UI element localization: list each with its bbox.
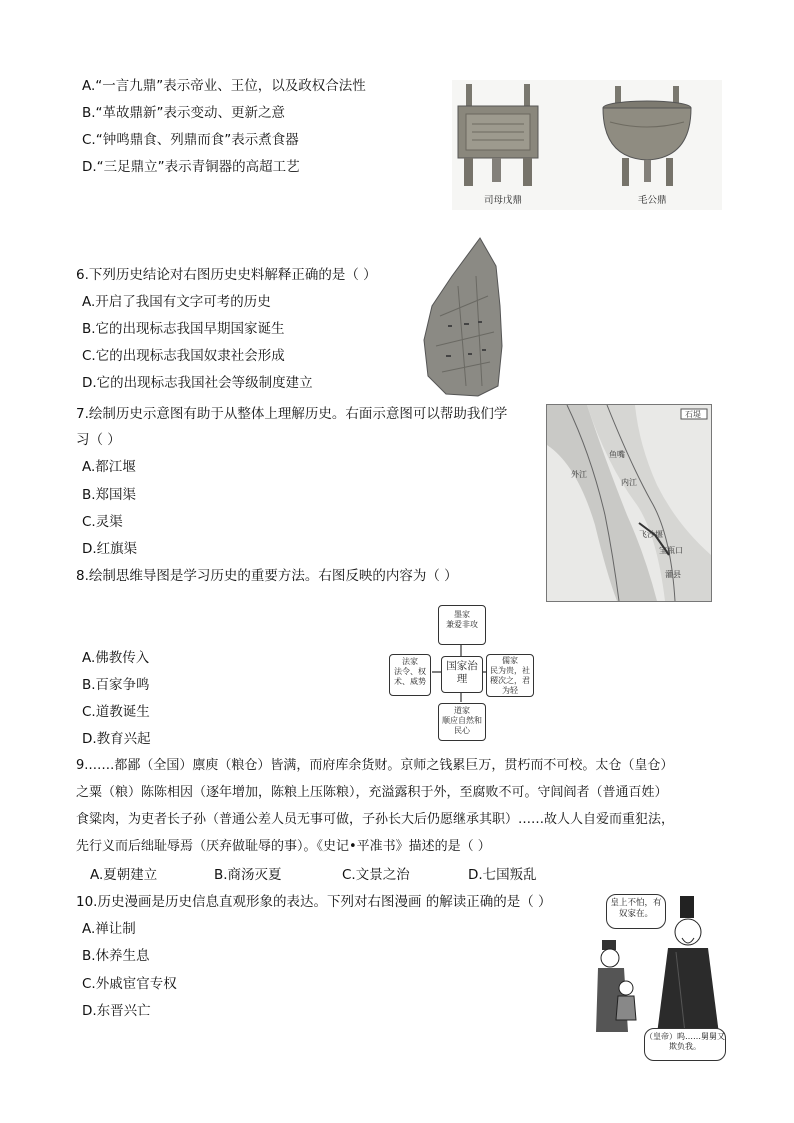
q9-line3: 食粱肉，为吏者长子孙（普通公差人员无事可做，子孙长大后仍愿继承其职）……故人人自爱而重犯法， <box>76 812 675 827</box>
q9-option-c: C.文景之治 <box>342 867 410 883</box>
q5-ding-figure <box>452 80 722 210</box>
q5-option-b: B.“革故鼎新”表示变动、更新之意 <box>82 105 286 121</box>
daoist-box <box>438 703 486 741</box>
q6-option-b: B.它的出现标志我国早期国家诞生 <box>82 321 285 337</box>
q6-option-d: D.它的出现标志我国社会等级制度建立 <box>82 375 313 391</box>
q7-option-a: A.都江堰 <box>82 459 136 475</box>
dujiangyan-map <box>546 404 712 602</box>
q9-line1: 9.……都鄙（全国）廪庾（粮仓）皆满，而府库余货财。京师之钱累巨万，贯朽而不可校。太仓（皇仓） <box>76 758 674 773</box>
q7-option-c: C.灵渠 <box>82 514 123 530</box>
map-fish-mouth-label: 鱼嘴 <box>609 450 625 459</box>
legalist-text: 法令、权术、威势 <box>394 667 426 686</box>
cartoon-bubble-bottom: （皇帝）呜……舅舅又欺负我。 <box>644 1028 726 1061</box>
q7-option-d: D.红旗渠 <box>82 541 138 557</box>
q10-option-a: A.禅让制 <box>82 921 136 937</box>
confucian-title: 儒家 <box>502 656 518 665</box>
national-governance-center: 国家治理 <box>441 656 483 693</box>
legalist-title: 法家 <box>402 657 418 666</box>
q9-line4: 先行义而后绌耻辱焉（厌弃做耻辱的事）。《史记•平准书》描述的是（ ） <box>76 839 491 854</box>
q8-option-a: A.佛教传入 <box>82 650 150 666</box>
daoist-title: 道家 <box>454 706 470 715</box>
legalist-box <box>389 654 431 696</box>
q9-option-d: D.七国叛乱 <box>468 867 537 883</box>
q6-stem: 6.下列历史结论对右图历史史料解释正确的是（ ） <box>76 267 377 283</box>
daoist-text: 顺应自然和民心 <box>442 716 482 735</box>
q10-stem: 10.历史漫画是历史信息直观形象的表达。下列对右图漫画 的解读正确的是（ ） <box>76 894 552 910</box>
cartoon-bubble-top: 皇上不怕，有奴家在。 <box>606 894 666 929</box>
map-feisha-label: 飞沙堰 <box>639 530 663 539</box>
cartoon-image <box>596 892 728 1060</box>
map-legend-label: 石堤 <box>685 410 701 419</box>
q8-option-b: B.百家争鸣 <box>82 677 150 693</box>
mohist-text: 兼爱非攻 <box>446 620 478 629</box>
q5-option-c: C.“钟鸣鼎食、列鼎而食”表示煮食器 <box>82 132 299 148</box>
q7-option-b: B.郑国渠 <box>82 487 137 503</box>
q6-option-a: A.开启了我国有文字可考的历史 <box>82 294 271 310</box>
q10-option-d: D.东晋兴亡 <box>82 1003 151 1019</box>
q5-option-a: A.“一言九鼎”表示帝业、王位，以及政权合法性 <box>82 78 366 94</box>
q5-caption-simuwu: 司母戊鼎 <box>484 195 523 206</box>
oracle-bone-image <box>418 236 518 398</box>
q7-stem-line2: 习（ ） <box>76 432 121 448</box>
mohist-title: 墨家 <box>454 610 470 619</box>
q8-stem: 8.绘制思维导图是学习历史的重要方法。右图反映的内容为（ ） <box>76 568 458 584</box>
q10-option-c: C.外戚宦官专权 <box>82 976 177 992</box>
river-map-drawing <box>547 405 711 601</box>
q7-stem-line1: 7.绘制历史示意图有助于从整体上理解历史。右面示意图可以帮助我们学 <box>76 406 508 422</box>
confucian-text: 民为贵，社稷次之，君为轻 <box>490 666 530 695</box>
q8-option-c: C.道教诞生 <box>82 704 150 720</box>
confucian-box <box>486 654 534 697</box>
q9-line2: 之粟（粮）陈陈相因（逐年增加，陈粮上压陈粮），充溢露积于外，至腐败不可。守闾阎者（普通百姓） <box>76 785 668 800</box>
q10-option-b: B.休养生息 <box>82 948 150 964</box>
q8-option-d: D.教育兴起 <box>82 731 151 747</box>
map-outer-river-label: 外江 <box>571 470 587 479</box>
q9-option-a: A.夏朝建立 <box>90 867 158 883</box>
q6-option-c: C.它的出现标志我国奴隶社会形成 <box>82 348 285 364</box>
map-city-label: 灌县 <box>665 570 681 579</box>
map-baoping-label: 宝瓶口 <box>659 546 683 555</box>
q5-option-d: D.“三足鼎立”表示青铜器的高超工艺 <box>82 159 300 175</box>
ding-vessels-image <box>452 80 722 210</box>
schools-mind-map <box>386 602 536 742</box>
q9-option-b: B.商汤灭夏 <box>214 867 282 883</box>
map-inner-river-label: 内江 <box>621 478 637 487</box>
q5-caption-maogong: 毛公鼎 <box>638 195 667 206</box>
mohist-box <box>438 605 486 645</box>
